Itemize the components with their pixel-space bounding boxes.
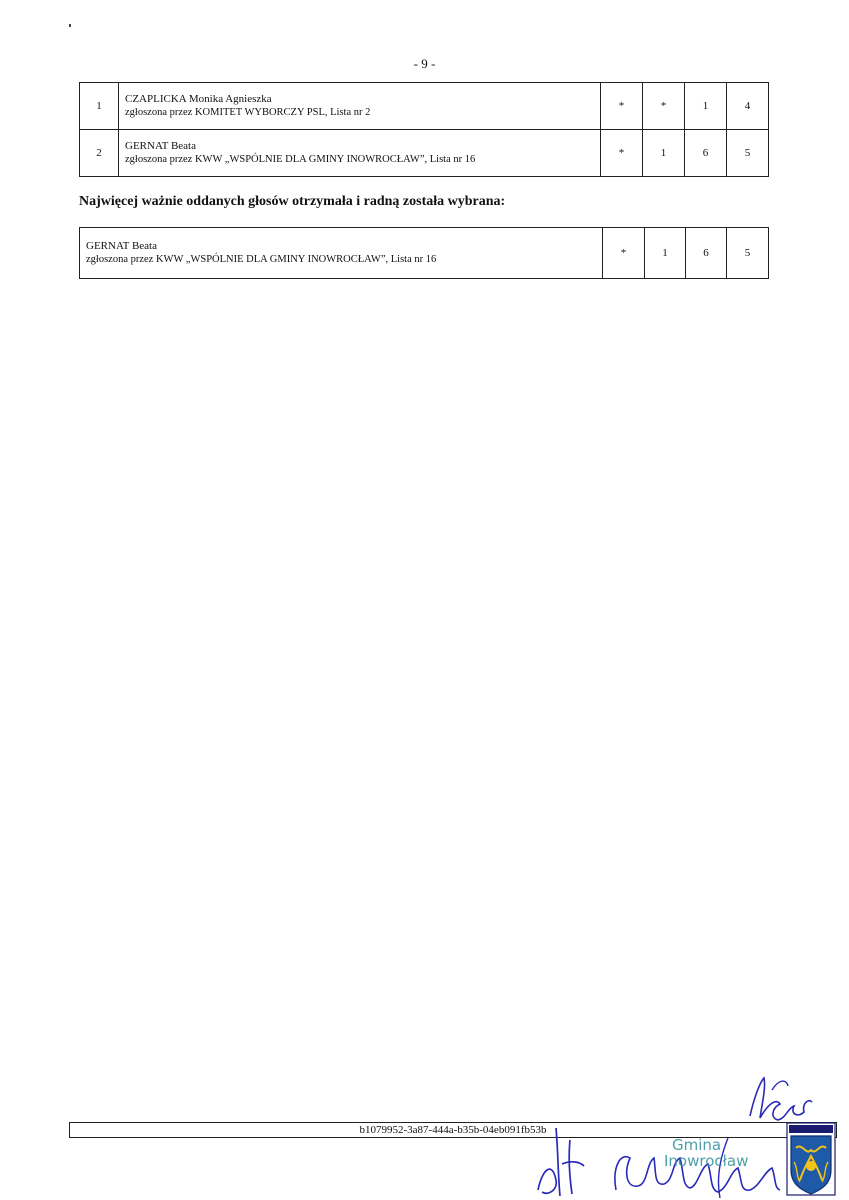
winner-cell [80,228,603,279]
winner-heading: Najwięcej ważnie oddanych głosów otrzymała i radną została wybrana: [79,194,506,209]
mark-cell: 5 [727,228,769,279]
candidate-number: 2 [80,130,119,177]
candidate-name: CZAPLICKA Monika Agnieszka [125,93,272,105]
scan-speck [69,24,71,27]
candidate-committee: zgłoszona przez KWW „WSPÓLNIE DLA GMINY INOWROCŁAW”, Lista nr 16 [125,154,476,165]
winner-name: GERNAT Beata [86,240,157,252]
document-id: b1079952-3a87-444a-b35b-04eb091fb53b [359,1124,547,1136]
table-row [80,130,769,177]
mark-cell: 1 [685,83,727,130]
winner-committee: zgłoszona przez KWW „WSPÓLNIE DLA GMINY INOWROCŁAW”, Lista nr 16 [86,254,437,265]
mark-cell: * [601,130,643,177]
table-row [80,228,769,279]
candidate-committee: zgłoszona przez KOMITET WYBORCZY PSL, Lista nr 2 [125,107,371,118]
municipality-stamp [664,1137,748,1169]
mark-cell: * [601,83,643,130]
candidate-cell [119,83,601,130]
mark-cell: * [603,228,645,279]
signature-top-right [742,1068,814,1130]
table-row [80,83,769,130]
candidate-cell [119,130,601,177]
municipality-crest-logo [786,1122,836,1196]
candidate-number: 1 [80,83,119,130]
mark-cell: 4 [727,83,769,130]
signature-bottom-1 [528,1120,588,1200]
candidate-name: GERNAT Beata [125,140,196,152]
mark-cell: * [643,83,685,130]
mark-cell: 1 [643,130,685,177]
mark-cell: 6 [685,130,727,177]
mark-cell: 6 [686,228,727,279]
mark-cell: 1 [645,228,686,279]
stamp-line-1: Gmina [672,1136,722,1154]
stamp-line-2: Inowrocław [664,1152,749,1170]
page-number: - 9 - [413,56,436,71]
mark-cell: 5 [727,130,769,177]
candidates-table [79,82,769,177]
winner-table [79,227,769,279]
